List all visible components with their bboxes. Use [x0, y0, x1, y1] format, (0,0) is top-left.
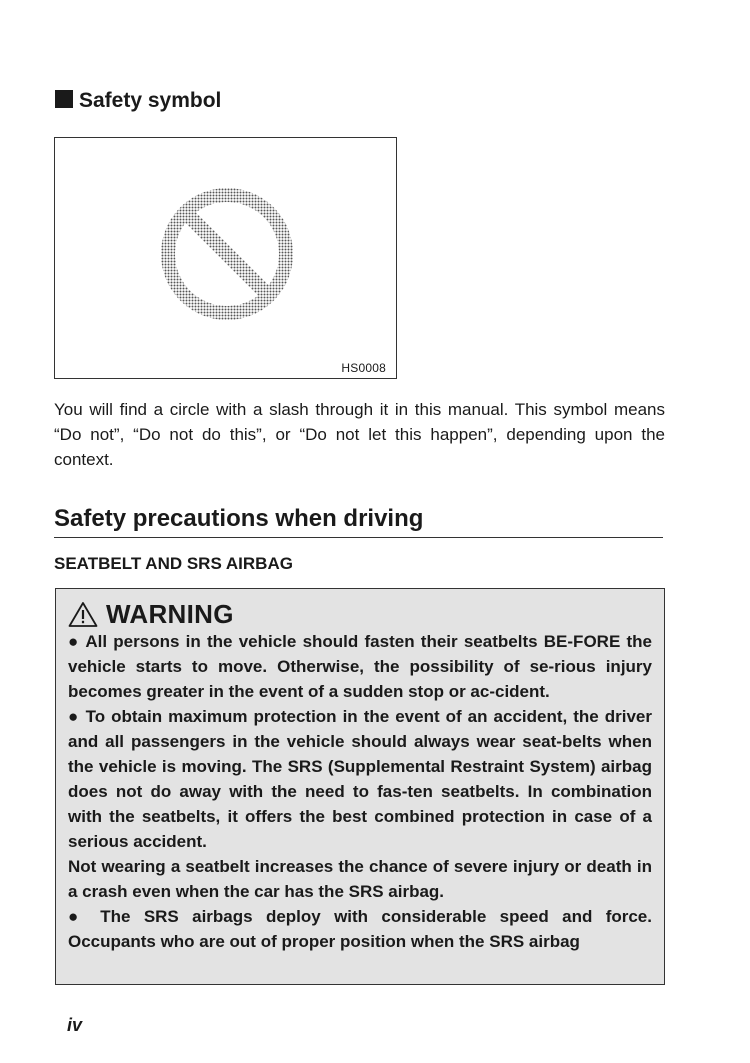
intro-paragraph: You will find a circle with a slash through it in this manual. This symbol means “Do not”, “Do not do this”, or “Do not let this happen”, depending upon the context.: [54, 400, 665, 469]
warning-triangle-icon: [68, 601, 98, 628]
warning-header: [68, 599, 652, 629]
page-number: iv: [67, 1015, 83, 1035]
warning-box: [55, 588, 665, 985]
warning-item: Not wearing a seatbelt increases the chance of severe injury or death in a crash even when the car has the SRS airbag.: [68, 857, 652, 901]
warning-item: ● The SRS airbags deploy with considerable speed and force. Occupants who are out of proper position when the SRS airbag: [68, 907, 652, 951]
figure-code: HS0008: [341, 361, 386, 375]
subsection-title: SEATBELT AND SRS AIRBAG: [54, 554, 293, 573]
page-title: Safety precautions when driving: [54, 503, 663, 538]
prohibition-symbol-icon: [158, 185, 296, 323]
section-heading: [55, 86, 221, 116]
square-bullet-icon: [55, 90, 73, 108]
warning-item: ● To obtain maximum protection in the event of an accident, the driver and all passengers in the vehicle should always wear seat-belts when the vehicle is moving. The SRS (Supplemental Restraint System) airbag does not do away with the need to fas-ten seatbelts. In combination with the seatbelts, it offers the best combined protection in case of a serious accident.: [68, 707, 652, 851]
safety-symbol-figure: [54, 137, 397, 379]
section-heading-text: Safety symbol: [79, 89, 222, 112]
warning-title: WARNING: [106, 598, 234, 629]
warning-item: ● All persons in the vehicle should fasten their seatbelts BE-FORE the vehicle starts to move. Otherwise, the possibility of se-rious injury becomes greater in the event of a sudden stop or ac-cident.: [68, 632, 652, 701]
